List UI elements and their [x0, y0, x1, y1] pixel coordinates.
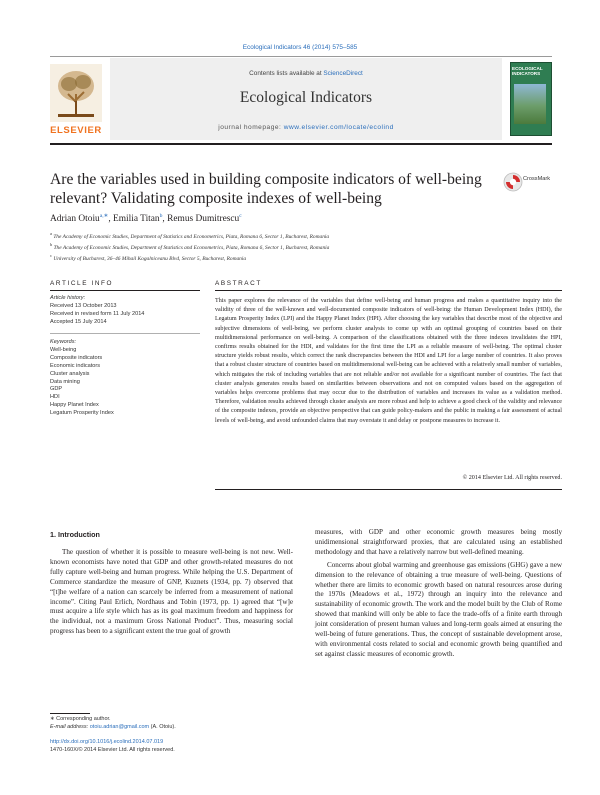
author-affil-sup[interactable]: c [239, 213, 242, 219]
intro-heading: 1. Introduction [50, 530, 100, 539]
history-item: Received 13 October 2013 [50, 302, 117, 309]
doi-block [50, 739, 310, 754]
article-history [50, 295, 200, 327]
author-affil-sup[interactable]: b [159, 213, 163, 219]
abstract-bottom-rule [215, 489, 562, 490]
author-name[interactable]: Remus Dumitrescu [167, 214, 240, 225]
footnote-rule [50, 713, 90, 714]
crossmark-label[interactable]: CrossMark [523, 176, 551, 182]
article-info-rule [50, 290, 200, 291]
header-top-rule [50, 56, 552, 57]
journal-cover-title: ECOLOGICAL INDICATORS [512, 66, 543, 76]
keyword-item: Well-being [50, 346, 77, 353]
email-suffix: (A. Otoiu). [150, 723, 176, 730]
keywords-label: Keywords: [50, 339, 77, 345]
contents-prefix: Contents lists available at [249, 70, 322, 77]
history-item: Accepted 15 July 2014 [50, 318, 107, 325]
email-label: E-mail address: [50, 723, 89, 730]
intro-paragraph: Concerns about global warming and greenhouse gas emissions (GHG) gave a new dimension to the relevance of obtaining a true measure of well-being. Questions of whether there are limits to economic growth based on natural resources arose during the 1970s (Meadows et al., 1972) through an inquiry into the relevance and sustainability of economic growth. The work and the model built by the Club of Rome showed that mankind will only be able to face the trade-offs of a finite earth through joint consideration of present human values and long-term goals aimed at ensuring the well-being of future generations. Thus, the concept of sustainable development arose, with environmental costs related to social and economic growth being quantified and set against classic measures of economic growth. [315, 560, 562, 658]
intro-right-column [315, 528, 562, 660]
article-title: Are the variables used in building composite indicators of well-being relevant? Validating composite indexes of well-being [50, 171, 482, 207]
homepage-link[interactable]: www.elsevier.com/locate/ecolind [283, 124, 394, 131]
journal-cover-photo [514, 84, 546, 124]
keyword-item: HDI [50, 394, 60, 401]
intro-left-column [50, 548, 293, 637]
email-line [50, 724, 300, 732]
intro-paragraph: The question of whether it is possible to measure well-being is not new. Well-known economists have noted that GDP and other growth-related measures do not fully capture well-being and human progress. While helping the U.S. Department of Commerce standardize the measure of GNP, Kuznets (1934, pp. 7) observed that “[t]he welfare of a nation can scarcely be inferred from a measurement of national income”. Citing Paul Erlich, Nordhaus and Tobin (1973, pp. 1) agreed that “[w]e must acquire a life style which has as its goal maximum freedom and happiness for the individual, not a maximum Gross National Product”. Thus, measuring social progress has been to a significant extent the true goal of growth [50, 548, 293, 636]
keyword-item: Economic indicators [50, 362, 101, 369]
author-name[interactable]: Adrian Otoiu [50, 214, 100, 225]
journal-title: Ecological Indicators [239, 89, 373, 106]
article-info-heading: ARTICLE INFO [50, 280, 114, 287]
corresponding-author-note: ∗ Corresponding author. [50, 716, 111, 722]
keyword-item: Legatum Prosperity Index [50, 410, 114, 417]
author-name[interactable]: Emilia Titan [113, 214, 160, 225]
email-link[interactable]: otoiu.adrian@gmail.com [89, 723, 150, 730]
keyword-item: GDP [50, 386, 63, 393]
keywords-block [50, 339, 200, 418]
sciencedirect-link[interactable]: ScienceDirect [323, 70, 363, 77]
issn-line: 1470-160X/© 2014 Elsevier Ltd. All rights reserved. [50, 746, 175, 753]
author-affil-sup[interactable]: a,∗ [99, 213, 109, 219]
history-label: Article history: [50, 295, 86, 301]
keyword-item: Data mining [50, 378, 80, 385]
intro-paragraph: measures, with GDP and other economic growth measures being mostly unidimensional straightforward proxies, that are calculated using an established methodology and that have a relatively narrow but well-defined meaning. [315, 528, 562, 556]
history-item: Received in revised form 11 July 2014 [50, 310, 145, 317]
elsevier-tree-logo-icon [50, 64, 102, 134]
abstract-text: This paper explores the relevance of the variables that define well-being and human progress and makes a quantitative inquiry into the validity of three of the well-known and well-documented composite indicators of well-being: the Human Development Index (HDI), the Legatum Prosperity Index (LPI) and the Happy Planet Index (HPI). After choosing the key variables that describe most of the objective and subjective dimensions of well-being, we perform cluster analysis to come up with an optimal grouping of countries based on their multidimensional performance on well-being. A comparison of the classifications obtained with the three indexes invalidates the HPI, confirms results obtained for the HDI, and validates for the first time the LPI as a reliable measure of well-being. The optimal cluster structure yields robust results, which correct the rank discrepancies between the HDI and LPI for a large number of countries. It also proves that a robust cluster structure of countries based on multidimensional well-being can be achieved with a relatively small number of variables, which mitigates the risk of including variables that are not reliable and/or not available for a significant number of countries. The fact that cluster analysis generates results based on similarities between observations and not on computed values based on the aggregation of variables helps overcome problems that may occur due to the distribution of variables and increases its value as a validation method. Therefore, validation results achieved through cluster analysis are more robust and help to achieve a good check of the validity and relevance of the composite indexes, provide an objective perspective that can guide policy-makers and the public in making a fair assessment of actual levels of well-being, and avoid unfounded claims that may overstate it and delay or postpone measures to increase it. [215, 298, 562, 424]
abstract-heading: ABSTRACT [215, 280, 262, 287]
keyword-item: Happy Planet Index [50, 402, 99, 409]
keyword-item: Composite indicators [50, 354, 103, 361]
contents-line [110, 70, 502, 77]
doi-link[interactable]: http://dx.doi.org/10.1016/j.ecolind.2014.07.019 [50, 739, 164, 745]
abstract-copyright: © 2014 Elsevier Ltd. All rights reserved. [462, 475, 562, 481]
author-list: Adrian Otoiu$^{a,∗}$, Emilia Titan$^b$, Remus Dumitrescu$^c$ [50, 213, 242, 225]
journal-homepage-line [110, 124, 502, 131]
keyword-item: Cluster analysis [50, 370, 90, 377]
homepage-label: journal homepage: [218, 124, 282, 131]
crossmark-icon[interactable] [503, 172, 523, 192]
header-bottom-rule [50, 143, 552, 145]
publisher-logo-text: ELSEVIER [50, 125, 102, 136]
journal-reference-link[interactable]: Ecological Indicators 46 (2014) 575–585 [242, 44, 358, 51]
info-divider [50, 333, 200, 334]
affiliation-item: $^c$ University of Bucharest, 36–46 Mihail Kogalniceanu Blvd, Sector 5, Bucharest, Romania [50, 253, 247, 262]
affiliation-item: $^a$ The Academy of Economic Studies, Department of Statistics and Econometrics, Piata, Romana 6, Sector 1, Bucharest, Romania [50, 231, 330, 240]
affiliations [50, 230, 550, 263]
footnotes [50, 716, 300, 731]
abstract-rule [215, 290, 562, 291]
affiliation-item: $^b$ The Academy of Economic Studies, Department of Statistics and Econometrics, Piata, Romana 6, Sector 1, Bucharest, Romania [50, 242, 330, 251]
